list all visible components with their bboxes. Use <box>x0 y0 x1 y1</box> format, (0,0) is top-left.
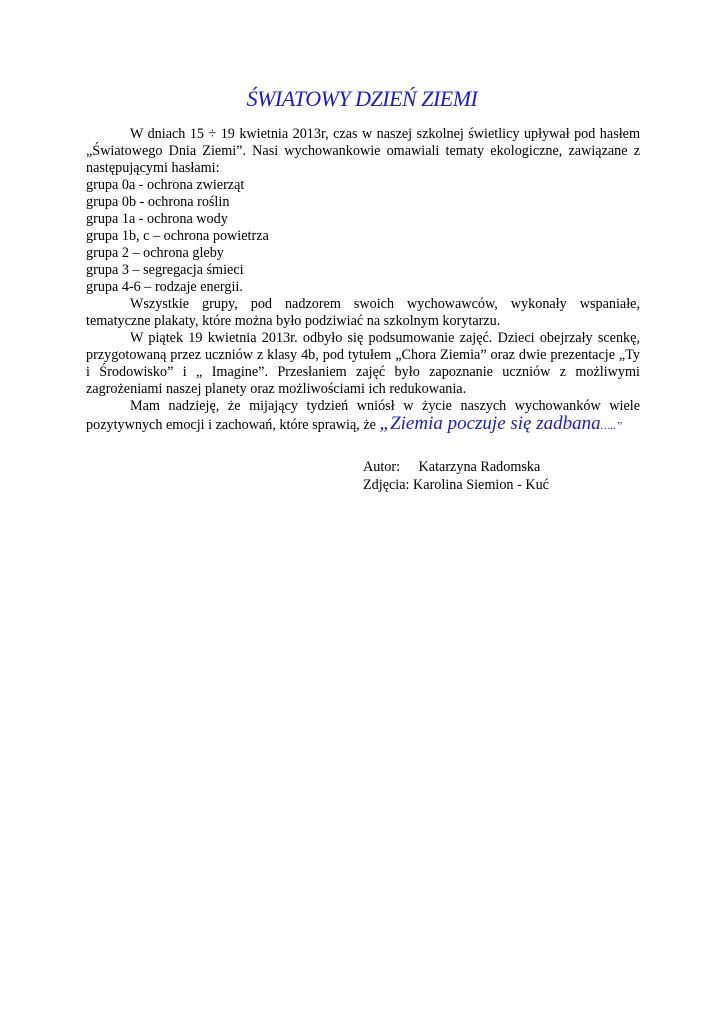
group-item: grupa 0b - ochrona roślin <box>86 194 230 210</box>
photos-name: Karolina Siemion - Kuć <box>413 477 549 493</box>
closing-text: Mam nadzieję, że mijający tydzień wniósł w życie naszych wychowanków wiele pozytywnych emocji i zachowań, które sprawią, że <box>86 398 640 433</box>
author-label: Autor: <box>363 459 401 475</box>
closing-quote-open: „ <box>379 413 391 434</box>
group-item: grupa 3 – segregacja śmieci <box>86 262 244 278</box>
signature-block <box>363 458 549 494</box>
photos-label: Zdjęcia: <box>363 477 414 493</box>
group-item: grupa 1a - ochrona wody <box>86 211 228 227</box>
group-item: grupa 1b, c – ochrona powietrza <box>86 228 269 244</box>
paragraph-intro: W dniach 15 ÷ 19 kwietnia 2013r, czas w naszej szkolnej świetlicy upływał pod hasłem „Światowego Dnia Ziemi”. Nasi wychowankowie omawiali tematy ekologiczne, zawiązane z następującymi hasłami: <box>86 126 640 176</box>
closing-quote-text: Ziemia poczuje się zadbana <box>390 413 601 434</box>
closing-quote-close: ” <box>615 420 623 432</box>
author-name: Katarzyna Radomska <box>418 459 541 475</box>
paragraph-closing <box>86 398 640 435</box>
author-row <box>363 458 549 476</box>
group-item: grupa 2 – ochrona gleby <box>86 245 224 261</box>
paragraph-summary: W piątek 19 kwietnia 2013r. odbyło się podsumowanie zajęć. Dzieci obejrzały scenkę, przygotowaną przez uczniów z klasy 4b, pod tytułem „Chora Ziemia” oraz dwie prezentacje „Ty i Środowisko” i „ Imagine”. Przesłaniem zajęć było zapoznanie uczniów z możliwymi zagrożeniami naszej planety oraz możliwościami ich redukowania. <box>86 330 640 397</box>
closing-quote-dots: ….. <box>600 420 616 432</box>
group-item: grupa 4-6 – rodzaje energii. <box>86 279 243 295</box>
group-list <box>86 177 640 296</box>
photos-row <box>363 476 549 494</box>
document-body <box>86 126 640 435</box>
document-title: ŚWIATOWY DZIEŃ ZIEMI <box>246 86 478 111</box>
paragraph-posters: Wszystkie grupy, pod nadzorem swoich wychowawców, wykonały wspaniałe, tematyczne plakaty, które można było podziwiać na szkolnym korytarzu. <box>86 296 640 329</box>
group-item: grupa 0a - ochrona zwierząt <box>86 177 245 193</box>
